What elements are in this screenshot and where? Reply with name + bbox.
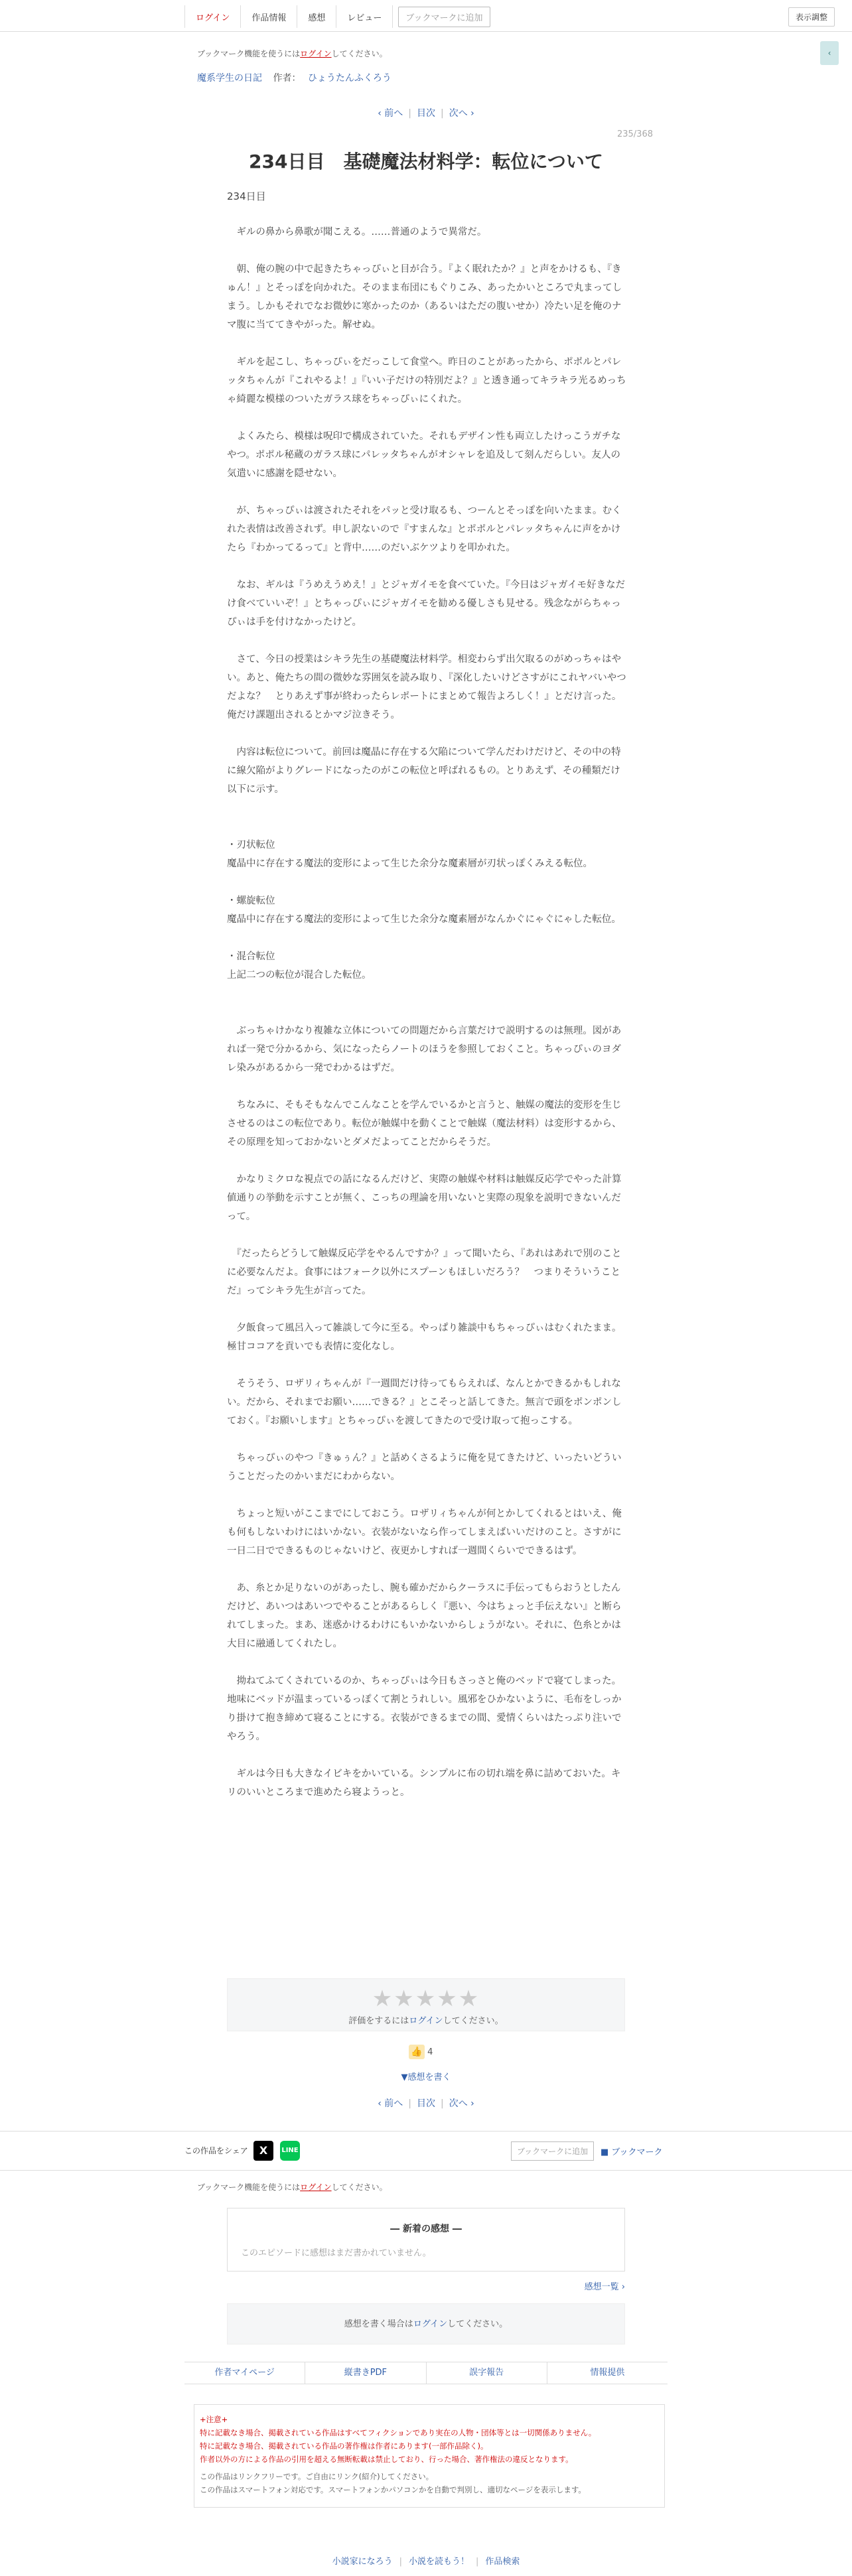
novel-paragraph: かなりミクロな視点での話になるんだけど、実際の触媒や材料は触媒反応学でやった計算値通りの挙動を示すことが無く、こっちの理論を用いないと実際の現象を説明できないんだって。: [227, 1174, 622, 1222]
no-impressions-text: このエピソードに感想はまだ書かれていません。: [241, 2248, 431, 2258]
toc-link[interactable]: 目次: [417, 2098, 435, 2109]
novel-paragraph: ・混合転位 上記二つの転位が混合した転位。: [227, 951, 372, 981]
x-share-icon[interactable]: X: [253, 2141, 273, 2161]
prev-link[interactable]: ‹ 前へ: [378, 2098, 403, 2109]
latest-impressions-heading: ― 新着の感想 ―: [390, 2224, 462, 2234]
novel-paragraph: ちなみに、そもそもなんでこんなことを学んでいるかと言うと、触媒の魔法的変形を生じさせるのはこの転位であり。転位が触媒中を動くことで触媒（魔法材料）は変形するから、その原理を知っておかないとダメだよってことだからそうだ。: [227, 1100, 622, 1148]
add-bookmark-button-bottom[interactable]: ブックマークに追加: [511, 2141, 594, 2161]
novel-paragraph: 拗ねてふてくされているのか、ちゃっぴぃは今日もさっさと俺のベッドで寝てしまった。地味にベッドが温まっているっぽくて割とうれしい。風邪をひかないように、毛布をしっかり掛けて抱き締めて寝ることにする。衣装ができるまでの間、愛情くらいはたっぷり注いでやろう。: [227, 1676, 622, 1742]
notice-text: 作者以外の方による作品の引用を超える無断転載は禁止しており、行った場合、著作権法の違反となります。: [200, 2455, 573, 2464]
notice-heading: +注意+: [200, 2415, 228, 2424]
novel-paragraph: が、ちゃっぴぃは渡されたそれをパッと受け取るも、つーんとそっぽを向いたまま。むくれた表情は改善されず。申し訳ないので『すまんな』とポポルとパレッタちゃんに声をかけたら『わかってるって』と背中……のだいぶケツよりを叩かれた。: [227, 506, 622, 553]
like-reaction[interactable]: [409, 2045, 433, 2059]
like-count: 4: [427, 2047, 433, 2057]
bookmark-link[interactable]: ■ ブックマーク: [601, 2147, 663, 2157]
author-mypage-link[interactable]: 作者マイページ: [184, 2362, 305, 2384]
add-bookmark-button[interactable]: ブックマークに追加: [398, 7, 490, 27]
nav-work-info-link[interactable]: 作品情報: [241, 5, 297, 28]
notice-box: [194, 2404, 665, 2508]
novel-paragraph: ギルは今日も大きなイビキをかいている。シンプルに布の切れ端を鼻に詰めておいた。キリのいいところまで進めたら寝ようっと。: [227, 1769, 621, 1798]
nav-impressions-link[interactable]: 感想: [297, 5, 336, 28]
share-label: この作品をシェア: [184, 2146, 248, 2155]
toc-link[interactable]: 目次: [417, 108, 435, 119]
novel-body: [227, 223, 626, 1820]
search-link[interactable]: 作品検索: [485, 2557, 520, 2567]
pager-bottom: ‹ 前へ | 目次 | 次へ ›: [378, 2098, 474, 2109]
author-link[interactable]: ひょうたんふくろう: [307, 73, 391, 84]
vertical-pdf-link[interactable]: 縦書きPDF: [305, 2362, 426, 2384]
novel-paragraph: ギルを起こし、ちゃっぴぃをだっこして食堂へ。昨日のことがあったから、ポポルとパレッタちゃんが『これやるよ！』『いい子だけの特別だよ？』と透き通ってキラキラ光るめっちゃ綺麗な模様のついたガラス球をちゃっぴぃにくれた。: [227, 357, 626, 405]
novel-paragraph: そうそう、ロザリィちゃんが『一週間だけ待ってもらえれば、なんとかできるかもしれない。だから、それまでお願い……できる？』とこそっと話してきた。無言で頭をポンポンしておく。『お願いします』とちゃっぴぃを渡してきたので受け取って抱っこする。: [227, 1379, 622, 1426]
bookmark-login-note-bottom: ブックマーク機能を使うにはログインしてください。: [197, 2183, 388, 2192]
nav-login-link[interactable]: ログイン: [185, 5, 241, 28]
typo-report-link[interactable]: 誤字報告: [427, 2362, 547, 2384]
write-impression-link[interactable]: ▼感想を書く: [401, 2072, 451, 2082]
top-nav-tabs: [184, 5, 490, 28]
latest-impressions-box: [227, 2208, 625, 2271]
pager-top: ‹ 前へ | 目次 | 次へ ›: [378, 108, 474, 119]
blank-line: [227, 817, 626, 836]
author-label: 作者：: [273, 73, 301, 84]
blank-line: [227, 1003, 626, 1022]
display-settings-button[interactable]: 表示調整: [788, 7, 835, 27]
rating-box: [227, 1978, 625, 2031]
rating-stars[interactable]: ★★★★★: [372, 1986, 480, 2012]
novel-paragraph: 夕飯食って風呂入って雑談して今に至る。やっぱり雑談中もちゃっぴぃはむくれたまま。極甘ココアを貢いでも表情に変化なし。: [227, 1323, 622, 1352]
bookmark-login-note: ブックマーク機能を使うにはログインしてください。: [197, 49, 388, 58]
notice-text: 特に記載なき場合、掲載されている作品の著作権は作者にあります(一部作品除く)。: [200, 2441, 488, 2451]
next-link[interactable]: 次へ ›: [449, 2098, 474, 2109]
rating-login-note: 評価をするにはログインしてください。: [348, 2016, 504, 2026]
notice-text: 特に記載なき場合、掲載されている作品はすべてフィクションであり実在の人物・団体等とは一切関係ありません。: [200, 2428, 597, 2437]
impression-login-box: 感想を書く場合はログインしてください。: [227, 2303, 625, 2344]
notice-text: この作品はスマートフォン対応です。スマートフォンかパソコンかを自動で判別し、適切なページを表示します。: [200, 2485, 586, 2494]
narou-home-link[interactable]: 小説家になろう: [332, 2557, 393, 2567]
novel-paragraph: あ、糸とか足りないのがあったし、腕も確かだからクーラスに手伝ってもらおうとしたんだけど、あいつはあいつでやることがあるらしく『悪い、今はちょっと手伝えない』と断られてしまった。まあ、迷惑かけるわけにもいかないからしょうがない。それに、色糸とかは大目に融通してくれたし。: [227, 1583, 622, 1649]
bookmark-login-link[interactable]: ログイン: [300, 49, 332, 58]
thumbs-up-icon: 👍: [409, 2045, 425, 2059]
next-link[interactable]: 次へ ›: [449, 108, 474, 119]
novel-paragraph: ぶっちゃけかなり複雑な立体についての問題だから言葉だけで説明するのは無理。図があれば一発で分かるから、気になったらノートのほうを参照しておくこと。ちゃっぴぃのヨダレ染みがあるから一発でわかるはずだ。: [227, 1026, 622, 1073]
novel-paragraph: 朝、俺の腕の中で起きたちゃっぴぃと目が合う。『よく眠れたか？』と声をかけるも、『きゅん！』とそっぽを向かれた。そのまま布団にもぐりこみ、あったかいところで丸まってしまう。しかもそれでなお微妙に寒かったのか（あるいはただの腹いせか）冷たい足を俺のナマ腹に当ててきやがった。解せぬ。: [227, 264, 622, 330]
novel-paragraph: 『だったらどうして触媒反応学をやるんですか？』って聞いたら、『あれはあれで別のことに必要なんだよ。食事にはフォーク以外にスプーンもほしいだろう？ つまりそういうことだ』ってシキラ先生が言ってた。: [227, 1249, 622, 1296]
novel-paragraph: 内容は転位について。前回は魔晶に存在する欠陥について学んだわけだけど、その中の特に線欠陥がよりグレードになったのがこの転位と呼ばれるもの。とりあえず、その種類だけ以下に示す。: [227, 747, 621, 795]
bookmark-login-link-bottom[interactable]: ログイン: [300, 2183, 332, 2192]
series-title-link[interactable]: 魔系学生の日記: [197, 73, 262, 84]
breadcrumb: [197, 71, 391, 84]
impression-login-link[interactable]: ログイン: [413, 2319, 448, 2329]
episode-count: 235/368: [616, 129, 653, 139]
novel-paragraph: ギルの鼻から鼻歌が聞こえる。……普通のようで異常だ。: [227, 227, 487, 237]
side-panel-toggle[interactable]: ‹: [820, 41, 839, 65]
novel-paragraph: ・刃状転位 魔晶中に存在する魔法的変形によって生じた余分な魔素層が刃状っぽくみえる転位。: [227, 840, 593, 869]
yomou-link[interactable]: 小説を読もう！: [408, 2557, 469, 2567]
novel-paragraph: よくみたら、模様は呪印で構成されていた。それもデザイン性も両立したけっこうガチなやつ。ポポル秘蔵のガラス球にパレッタちゃんがオシャレを追及して刻んだらしい。友人の気遣いに感謝を隠せない。: [227, 431, 621, 479]
novel-paragraph: なお、ギルは『うめえうめえ！』とジャガイモを食べていた。『今日はジャガイモ好きなだけ食べていいぞ！』とちゃっぴぃにジャガイモを勧める優しさも見せる。残念ながらちゃっぴぃは手を付けなかったけど。: [227, 580, 626, 628]
novel-paragraph: さて、今日の授業はシキラ先生の基礎魔法材料学。相変わらず出欠取るのがめっちゃはやい。あと、俺たちの間の微妙な雰囲気を読み取り、『深化したいけどさすがにこれヤバいやつだよな？ とりあえず事が終わったらレポートにまとめて報告よろしく！』とだけ言った。俺だけ課題出されるとかマジ泣きそう。: [227, 654, 626, 720]
prev-link[interactable]: ‹ 前へ: [378, 108, 403, 119]
episode-title: 234日目 基礎魔法材料学：転位について: [249, 151, 603, 172]
share-bar: [0, 2131, 852, 2171]
novel-paragraph: ちゃっぴぃのやつ『きゅぅん？』と話めくさるように俺を見てきたけど、いったいどういうことだったのかいまだにわからない。: [227, 1453, 622, 1482]
nav-review-link[interactable]: レビュー: [336, 5, 393, 28]
top-nav: [0, 0, 852, 32]
novel-paragraph: ・螺旋転位 魔晶中に存在する魔法的変形によって生じた余分な魔素層がなんかぐにゃぐにゃした転位。: [227, 896, 621, 925]
footer-links: [184, 2362, 668, 2384]
info-report-link[interactable]: 情報提供: [590, 2368, 625, 2378]
episode-subtitle: 234日目: [227, 190, 266, 202]
impressions-list-link[interactable]: 感想一覧 ›: [584, 2282, 625, 2292]
bottom-nav: 小説家になろう | 小説を読もう！ | 作品検索: [332, 2557, 520, 2567]
rating-login-link[interactable]: ログイン: [409, 2016, 443, 2026]
novel-paragraph: ちょっと短いがここまでにしておこう。ロザリィちゃんが何とかしてくれるとはいえ、俺も何もしないわけにはいかない。衣装がないなら作ってしまえばいいだけのこと。さすがに一日二日でできるものじゃないけど、夜更かしすれば一週間くらいでできるはず。: [227, 1509, 622, 1556]
line-share-icon[interactable]: LINE: [280, 2141, 300, 2161]
notice-text: この作品はリンクフリーです。ご自由にリンク(紹介)してください。: [200, 2472, 434, 2481]
